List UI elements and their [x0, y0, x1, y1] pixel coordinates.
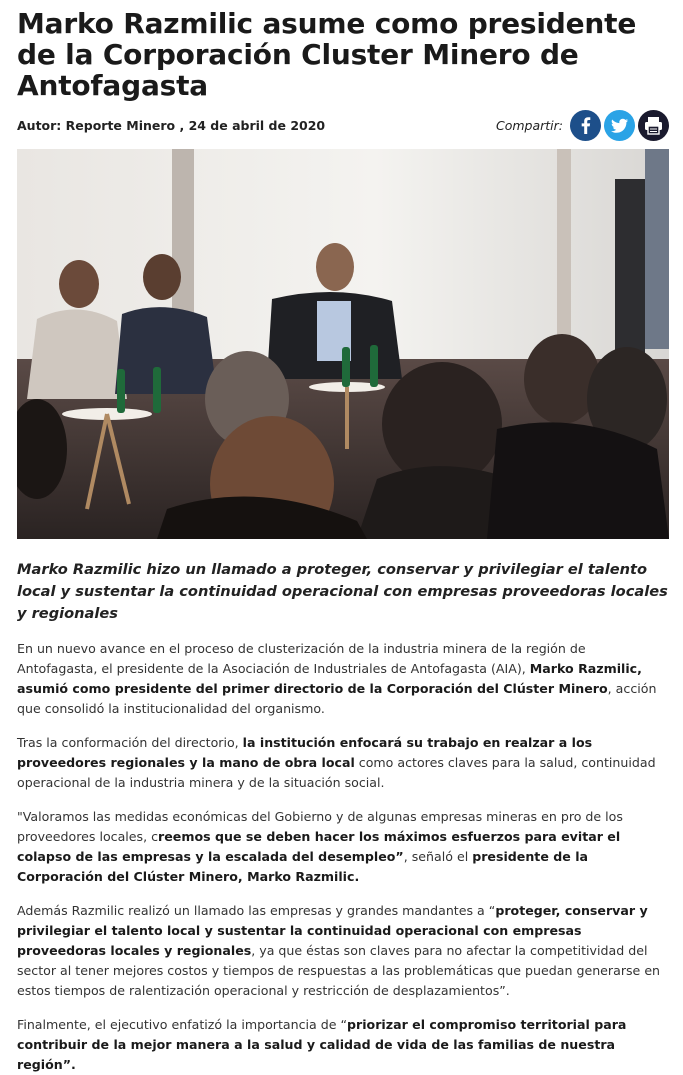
paragraph-bold-text: la institución enfocará su trabajo en realzar a los proveedores regionales y la mano de obra local [17, 735, 593, 770]
paragraph-text: "Valoramos las medidas económicas del Gobierno y de algunas empresas mineras en pro de los proveedores locales, c [17, 809, 623, 844]
paragraph-text: Tras la conformación del directorio, [17, 735, 243, 750]
facebook-icon [570, 110, 601, 141]
body-paragraph-5 [17, 1015, 669, 1075]
paragraph-text: En un nuevo avance en el proceso de clusterización de la industria minera de la región de Antofagasta, el presidente de la Asociación de Industriales de Antofagasta (AIA), [17, 641, 586, 676]
paragraph-text: Además Razmilic realizó un llamado las empresas y grandes mandantes a “ [17, 903, 496, 918]
article-title: Marko Razmilic asume como presidente de la Corporación Cluster Minero de Antofagasta [17, 7, 637, 102]
paragraph-bold-text: presidente de la Corporación del Clúster Minero, Marko Razmilic. [17, 849, 589, 884]
article-meta [17, 107, 669, 143]
article [0, 8, 683, 1075]
paragraph-bold-text: proteger, conservar y privilegiar el talento local y sustentar la continuidad operacional con empresas proveedoras locales y regionales [17, 903, 648, 958]
share-bar [496, 110, 669, 141]
paragraph-bold-text: Marko Razmilic, asumió como presidente del primer directorio de la Corporación del Clúster Minero [17, 661, 642, 696]
article-lead: Marko Razmilic hizo un llamado a proteger, conservar y privilegiar el talento local y sustentar la continuidad operacional con empresas proveedoras locales y regionales [17, 561, 668, 622]
paragraph-text: , ya que éstas son claves para no afectar la competitividad del sector al tener mejores costos y tiempos de respuestas a las problemáticas que puedan generarse en estos tiempos de ralentización operacional y restricción de desplazamientos”. [17, 943, 661, 998]
paragraph-text: Finalmente, el ejecutivo enfatizó la importancia de “ [17, 1017, 348, 1032]
facebook-share-button[interactable] [570, 110, 601, 141]
paragraph-bold-text: reemos que se deben hacer los máximos esfuerzos para evitar el colapso de las empresas y la escalada del desempleo” [17, 829, 621, 864]
twitter-icon [604, 110, 635, 141]
twitter-share-button[interactable] [604, 110, 635, 141]
body-paragraph-1 [17, 639, 669, 719]
body-paragraph-3 [17, 807, 669, 887]
article-photo [17, 149, 669, 539]
author-line: Autor: Reporte Minero , 24 de abril de 2020 [17, 117, 326, 133]
share-label: Compartir: [495, 117, 563, 133]
print-icon [638, 110, 669, 141]
paragraph-text: , señaló el [403, 849, 473, 864]
body-paragraph-2 [17, 733, 669, 793]
paragraph-text: , acción que consolidó la institucionalidad del organismo. [17, 681, 657, 716]
paragraph-bold-text: priorizar el compromiso territorial para contribuir de la mejor manera a la salud y calidad de vida de las familias de nuestra región”. [17, 1017, 627, 1072]
print-button[interactable] [638, 110, 669, 141]
body-paragraph-4 [17, 901, 669, 1001]
paragraph-text: como actores claves para la salud, continuidad operacional de la industria minera y de la situación social. [17, 755, 656, 790]
